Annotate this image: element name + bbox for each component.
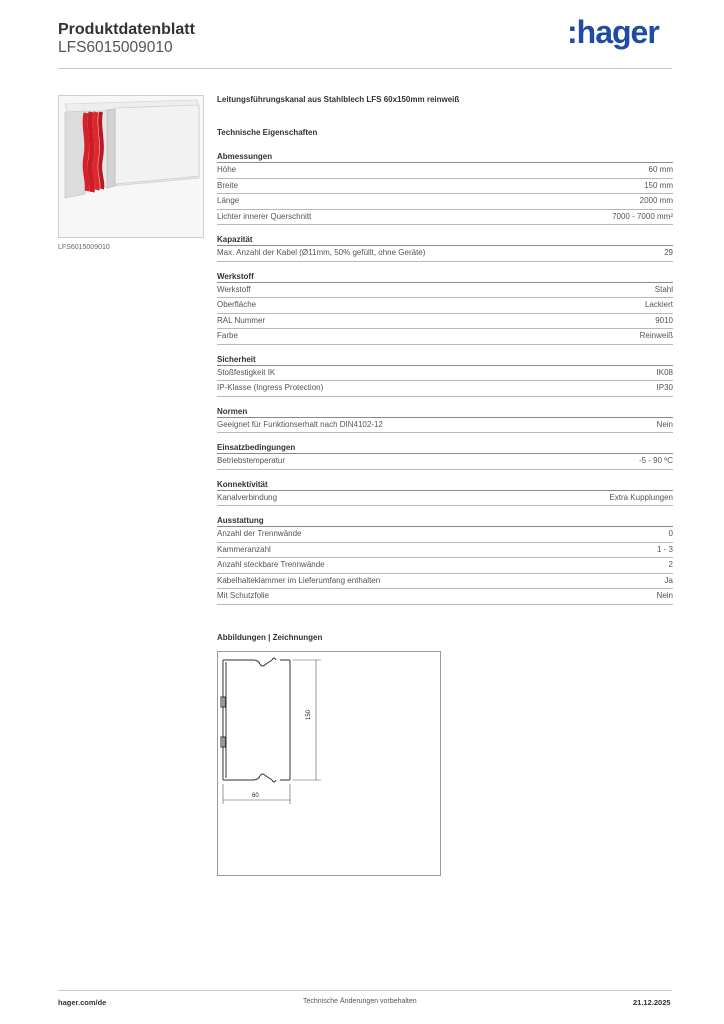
technical-drawing — [217, 651, 441, 876]
spec-value: -5 - 90 ºC — [638, 456, 673, 465]
section-heading: Normen — [217, 406, 673, 418]
product-name: Leitungsführungskanal aus Stahlblech LFS 60x150mm reinweiß — [217, 95, 460, 104]
spec-section — [217, 515, 673, 605]
spec-value: IP30 — [656, 383, 673, 392]
spec-value: 2000 mm — [639, 196, 673, 205]
spec-label: Kabelhalteklammer im Lieferumfang enthalten — [217, 575, 381, 585]
logo-colon-icon: : — [567, 14, 577, 50]
product-image — [58, 95, 204, 238]
footer-divider — [58, 990, 672, 991]
footer-date: 21.12.2025 — [633, 998, 671, 1007]
spec-value: Nein — [656, 591, 673, 600]
spec-label: Kammeranzahl — [217, 544, 271, 554]
spec-row — [217, 210, 673, 226]
spec-content — [217, 95, 673, 614]
spec-label: Max. Anzahl der Kabel (Ø11mm, 50% gefüllt, ohne Geräte) — [217, 248, 426, 257]
spec-value: Lackiert — [644, 300, 673, 309]
cable-duct-illustration — [59, 96, 203, 237]
spec-label: Farbe — [217, 331, 238, 340]
duct-cross-section-drawing — [218, 652, 440, 875]
dimension-height-label: 150 — [306, 709, 312, 720]
spec-value: Extra Kupplungen — [609, 492, 673, 502]
footer-website[interactable]: hager.com/de — [58, 998, 107, 1007]
article-number: LFS6015009010 — [58, 39, 173, 56]
spec-value: 7000 - 7000 mm² — [612, 211, 673, 221]
spec-value: Ja — [664, 575, 673, 585]
spec-row — [217, 558, 673, 574]
spec-value: 150 mm — [644, 180, 673, 190]
spec-label: Kanalverbindung — [217, 492, 278, 502]
spec-section — [217, 479, 673, 507]
spec-value: 1 - 3 — [656, 544, 673, 554]
spec-value: Nein — [656, 419, 673, 429]
spec-value: IK08 — [656, 367, 673, 377]
spec-label: RAL Nummer — [217, 315, 266, 325]
spec-row — [217, 298, 673, 314]
dimension-width-label: 60 — [252, 793, 259, 799]
spec-value: 29 — [664, 248, 673, 257]
spec-row — [217, 194, 673, 210]
spec-sections — [217, 151, 673, 605]
spec-value: 60 mm — [648, 165, 673, 174]
spec-row — [217, 366, 673, 382]
spec-row — [217, 454, 673, 470]
spec-label: Mit Schutzfolie — [217, 591, 270, 600]
spec-label: Lichter innerer Querschnitt — [217, 211, 312, 221]
spec-label: Länge — [217, 196, 240, 205]
spec-value: 0 — [668, 529, 673, 538]
page-title: Produktdatenblatt — [58, 21, 195, 38]
spec-value: 9010 — [655, 315, 673, 325]
spec-label: Betriebstemperatur — [217, 456, 286, 465]
section-heading: Kapazität — [217, 234, 673, 246]
spec-section — [217, 406, 673, 434]
spec-section — [217, 354, 673, 397]
spec-row — [217, 329, 673, 345]
section-heading: Werkstoff — [217, 271, 673, 283]
product-image-caption: LFS6015009010 — [58, 244, 110, 251]
spec-section — [217, 151, 673, 225]
section-heading: Sicherheit — [217, 354, 673, 366]
spec-label: Stoßfestigkeit IK — [217, 367, 276, 377]
spec-label: Anzahl steckbare Trennwände — [217, 560, 325, 569]
spec-row — [217, 589, 673, 605]
spec-label: Breite — [217, 180, 238, 190]
spec-section — [217, 271, 673, 345]
spec-label: Anzahl der Trennwände — [217, 529, 302, 538]
spec-label: Werkstoff — [217, 284, 251, 294]
section-heading: Einsatzbedingungen — [217, 442, 673, 454]
footer-note: Technische Änderungen vorbehalten — [303, 998, 417, 1005]
spec-row — [217, 314, 673, 330]
spec-row — [217, 543, 673, 559]
spec-row — [217, 283, 673, 299]
spec-label: Geeignet für Funktionserhalt nach DIN4102-12 — [217, 419, 383, 429]
section-heading: Abmessungen — [217, 151, 673, 163]
spec-row — [217, 163, 673, 179]
spec-row — [217, 381, 673, 397]
spec-row — [217, 491, 673, 507]
header-divider — [58, 68, 672, 69]
drawings-title: Abbildungen | Zeichnungen — [217, 633, 323, 642]
spec-row — [217, 418, 673, 434]
logo-text: hager — [576, 14, 659, 50]
spec-label: IP-Klasse (Ingress Protection) — [217, 383, 324, 392]
section-heading: Ausstattung — [217, 515, 673, 527]
spec-label: Oberfläche — [217, 300, 257, 309]
spec-value: Stahl — [654, 284, 673, 294]
spec-value: Reinweiß — [639, 331, 673, 340]
spec-section — [217, 442, 673, 470]
hager-logo — [567, 14, 659, 51]
spec-row — [217, 246, 673, 262]
section-heading: Konnektivität — [217, 479, 673, 491]
spec-value: 2 — [668, 560, 673, 569]
spec-row — [217, 527, 673, 543]
spec-row — [217, 179, 673, 195]
spec-section — [217, 234, 673, 262]
spec-label: Höhe — [217, 165, 237, 174]
technical-properties-title: Technische Eigenschaften — [217, 128, 318, 137]
spec-row — [217, 574, 673, 590]
